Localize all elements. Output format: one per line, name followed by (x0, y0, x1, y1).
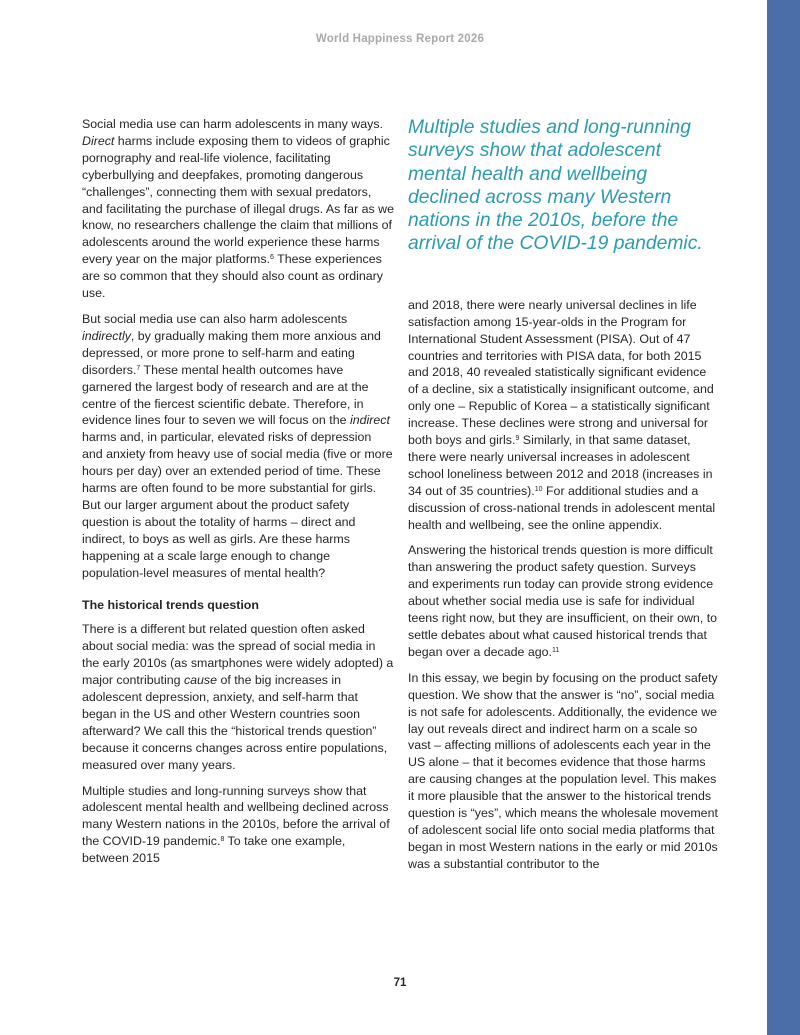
footnote-ref: 9 (515, 435, 520, 443)
paragraph: But social media use can also harm adolescents indirectly, by gradually making them more anxious and depressed, or more prone to self-harm and eating disorders.$^7$ These mental health outcomes have garnered the largest body of research and are at the centre of the fiercest scientific debate. Therefore, in evidence lines four to seven we will focus on the indirect harms and, in particular, elevated risks of depression and anxiety from heavy use of social media (five or more hours per day) over an extended period of time. These harms are often found to be more substantial for girls. But our larger argument about the product safety question is about the totality of harms – direct and indirect, to boys as well as girls. Are these harms happening at a scale large enough to change population-level measures of mental health? (82, 311, 393, 580)
pull-quote: Multiple studies and long-running surveys show that adolescent mental health and wellbeing declined across many Western nations in the 2010s, before the arrival of the COVID-19 pandemic. (408, 117, 703, 255)
paragraph: Social media use can harm adolescents in many ways. Direct harms include exposing them to videos of graphic pornography and real-life violence, facilitating cyberbullying and deepfakes, promoting dangerous “challenges”, connecting them with sexual predators, and facilitating the purchase of illegal drugs. As far as we know, no researchers challenge the claim that millions of adolescents around the world experience these harms every year on the major platforms.$^6$ These experiences are so common that they should also count as ordinary use. (82, 117, 395, 301)
paragraph: In this essay, we begin by focusing on the product safety question. We show that the answer is “no”, social media is not safe for adolescents. Additionally, the evidence we lay out reveals direct and indirect harm on a scale so vast – affecting millions of adolescents each year in the US alone – that it becomes evidence that those harms are causing changes at the population level. This makes it more plausible that the answer to the historical trends question is “yes”, which means the wholesale movement of adolescent social life onto social media platforms that began in most Western nations in the early or mid 2010s was a substantial contributor to the (408, 670, 718, 871)
footnote-ref: 7 (136, 364, 141, 372)
paragraph: and 2018, there were nearly universal declines in life satisfaction among 15-year-olds in the Program for International Student Assessment (PISA). Out of 47 countries and territories with PISA data, for both 2015 and 2018, 40 revealed statistically significant evidence of a decline, six a statistically insignificant outcome, and only one – Republic of Korea – a statistically significant increase. These declines were strong and universal for both boys and girls.$^9$ Similarly, in that same dataset, there were nearly universal increases in adolescent school loneliness between 2012 and 2018 (increases in 34 out of 35 countries).$^{10}$ For additional studies and a discussion of cross-national trends in adolescent mental health and wellbeing, see the online appendix. (408, 297, 716, 532)
section-heading: The historical trends question (82, 598, 259, 613)
paragraph: Multiple studies and long-running surveys show that adolescent mental health and wellbeing declined across many Western nations in the 2010s, before the arrival of the COVID-19 pandemic.$^8$ To take one example, between 2015 (82, 783, 390, 866)
paragraph: There is a different but related question often asked about social media: was the spread of social media in the early 2010s (as smartphones were widely adopted) a major contributing cause of the big increases in adolescent depression, anxiety, and self-harm that began in the US and other Western countries soon afterward? We call this the “historical trends question” because it concerns changes across entire populations, measured over many years. (82, 622, 394, 772)
footnote-ref: 8 (220, 836, 225, 844)
paragraph: Answering the historical trends question is more difficult than answering the product safety question. Surveys and experiments run today can provide strong evidence about whether social media use is safe for individual teens right now, but they are insufficient, on their own, to settle debates about what caused historical trends that began over a decade ago.$^{11}$ (408, 543, 718, 659)
footnote-ref: 11 (552, 646, 560, 654)
page-number: 71 (393, 977, 407, 989)
left-column (82, 116, 394, 876)
running-header: World Happiness Report 2026 (315, 33, 485, 45)
footnote-ref: 10 (534, 485, 543, 493)
side-color-stripe (767, 0, 800, 1035)
right-column (408, 116, 720, 882)
footnote-ref: 6 (270, 254, 274, 262)
